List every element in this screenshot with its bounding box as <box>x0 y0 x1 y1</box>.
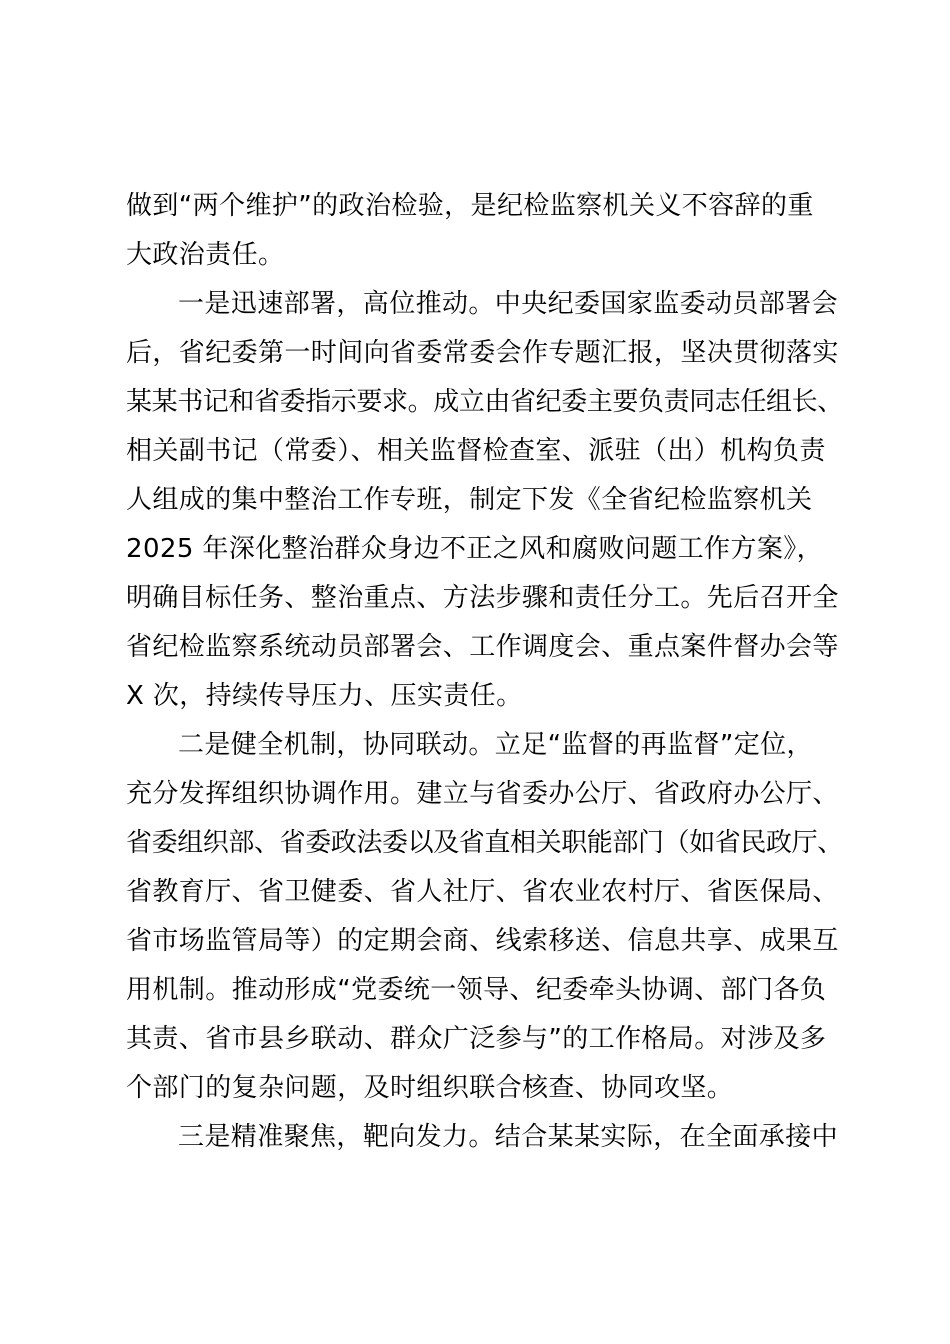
text-line: 其责、省市县乡联动、群众广泛参与”的工作格局。对涉及多 <box>126 1024 827 1054</box>
text-line: 省市场监管局等）的定期会商、线索移送、信息共享、成果互 <box>126 926 839 956</box>
text-line: 充分发挥组织协调作用。建立与省委办公厅、省政府办公厅、 <box>126 779 839 809</box>
text-line: X 次，持续传导压力、压实责任。 <box>126 681 523 711</box>
text-line: 省纪检监察系统动员部署会、工作调度会、重点案件督办会等 <box>126 632 839 662</box>
paragraph-first-line: 二是健全机制，协同联动。立足“监督的再监督”定位， <box>178 730 813 760</box>
paragraph-first-line: 一是迅速部署，高位推动。中央纪委国家监委动员部署会 <box>178 289 839 319</box>
text-line: 相关副书记（常委）、相关监督检查室、派驻（出）机构负责 <box>126 436 826 466</box>
text-line: 省教育厅、省卫健委、省人社厅、省农业农村厅、省医保局、 <box>126 877 839 907</box>
text-line: 2025 年深化整治群众身边不正之风和腐败问题工作方案》， <box>126 534 824 564</box>
text-line: 人组成的集中整治工作专班，制定下发《全省纪检监察机关 <box>126 485 813 515</box>
text-line: 明确目标任务、整治重点、方法步骤和责任分工。先后召开全 <box>126 583 839 613</box>
text-line: 后，省纪委第一时间向省委常委会作专题汇报，坚决贯彻落实 <box>126 338 839 368</box>
text-line: 大政治责任。 <box>126 240 285 270</box>
paragraph-first-line: 三是精准聚焦，靶向发力。结合某某实际，在全面承接中 <box>178 1122 839 1152</box>
text-line: 个部门的复杂问题，及时组织联合核查、协同攻坚。 <box>126 1073 734 1103</box>
text-line: 做到“两个维护”的政治检验，是纪检监察机关义不容辞的重 <box>126 191 814 221</box>
text-line: 省委组织部、省委政法委以及省直相关职能部门（如省民政厅、 <box>126 828 843 858</box>
text-line: 用机制。推动形成“党委统一领导、纪委牵头协调、部门各负 <box>126 975 827 1005</box>
text-line: 某某书记和省委指示要求。成立由省纪委主要负责同志任组长、 <box>126 387 843 417</box>
